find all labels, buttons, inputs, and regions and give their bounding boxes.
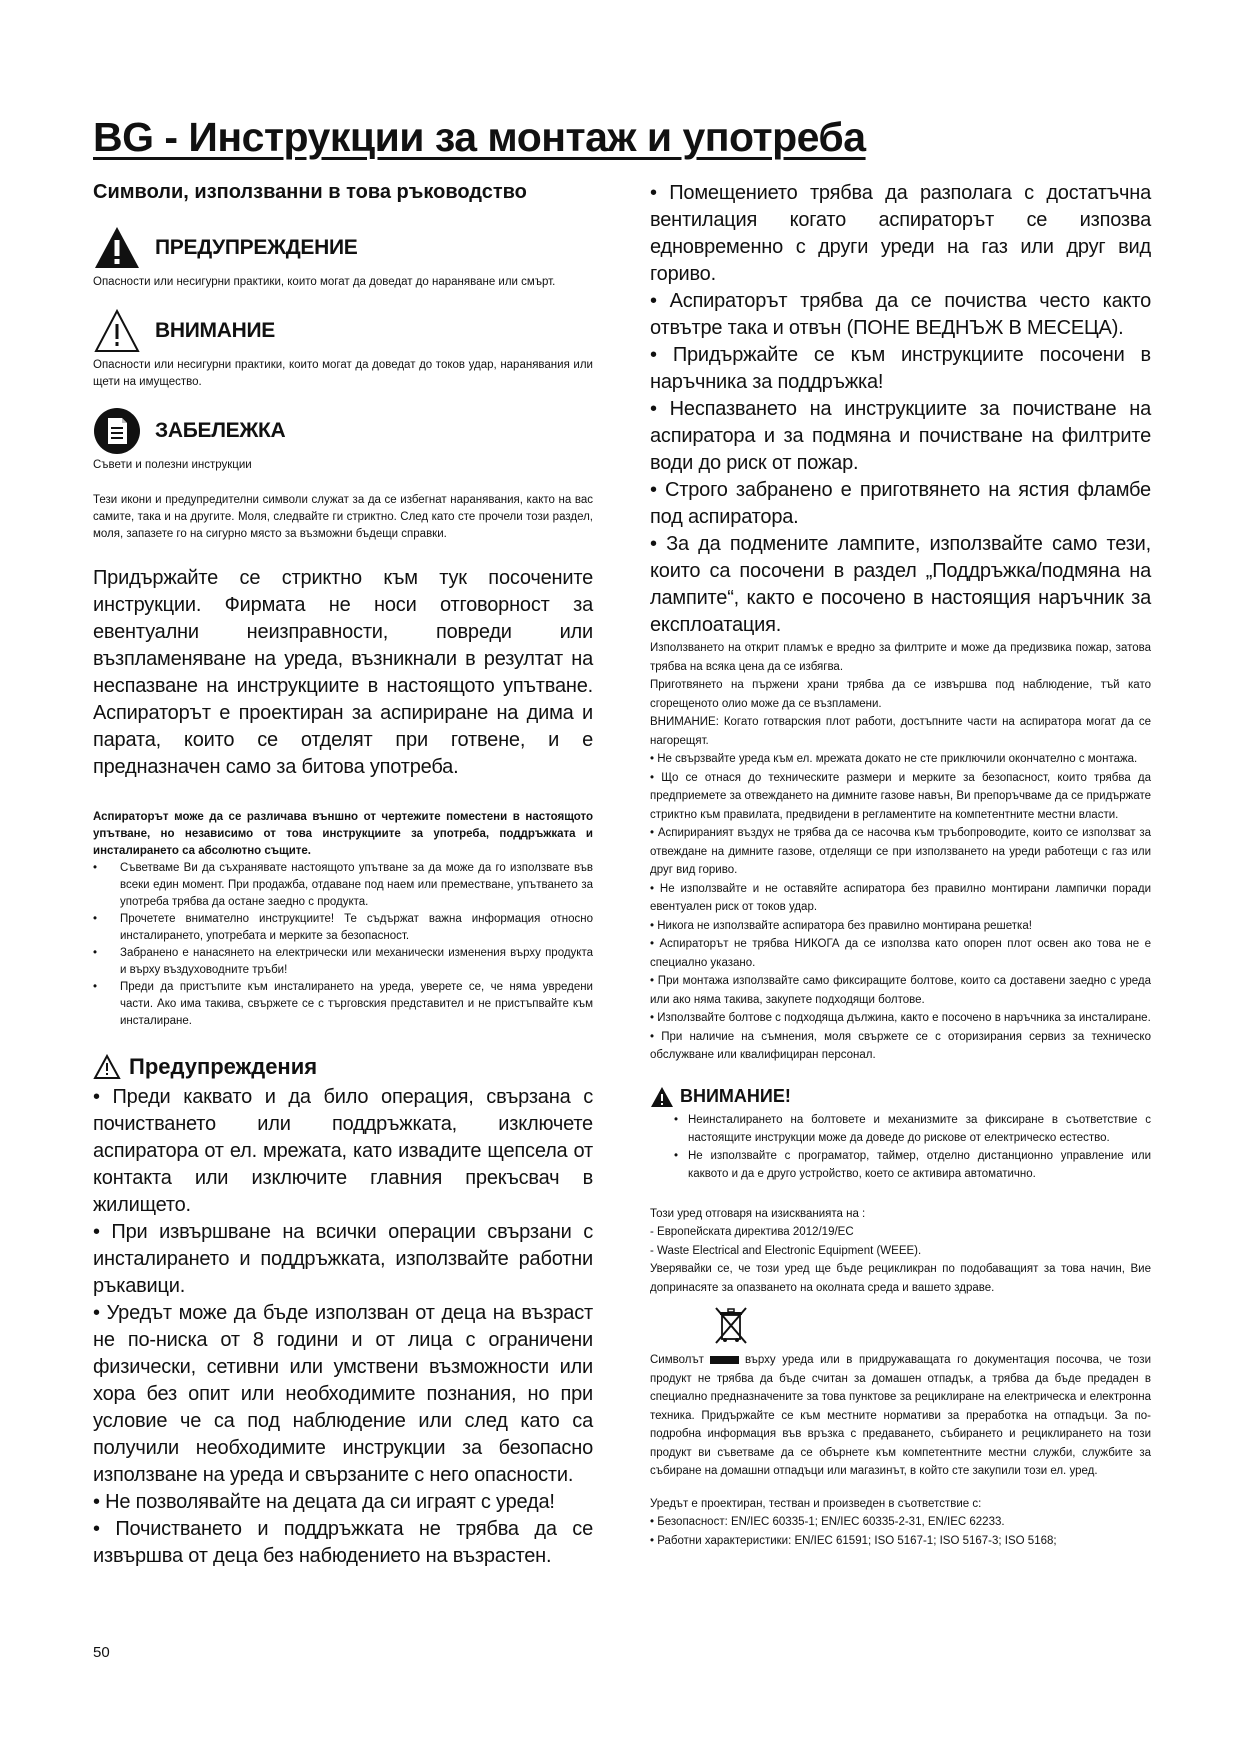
appearance-note: Аспираторът може да се различава външно от чертежите поместени в настоящото упътване, но независимо от това инструкциите за употреба, поддръжката и инсталирането са абсолютно същите. — [93, 811, 593, 857]
right-warning-item: • За да подмените лампите, използвайте само тези, които са посочени в раздел „Поддръжка/подмяна на лампите“, както е посочено в настоящия наръчник за експлоатация. — [650, 533, 1151, 636]
note-label: ЗАБЕЛЕЖКА — [155, 419, 286, 442]
warning-description: Опасности или несигурни практики, които могат да доведат до нараняване или смърт. — [93, 276, 556, 288]
standards-intro: Уредът е проектиран, тестван и произведен в съответствие с: — [650, 1497, 982, 1510]
safety-note: • Използвайте болтове с подходяща дължина, както е посочено в наръчника за инсталиране. — [650, 1012, 1151, 1024]
warning-triangle-outline-icon — [93, 1054, 121, 1080]
list-item: • Преди да пристъпите към инсталирането на уреда, уверете се, че няма увредени части. Ако има такива, свържете се с търговския представител и не пристъпвайте към инсталиране. — [93, 981, 593, 1027]
list-item: • Забранено е нанасянето на електрически или механически изменения върху продукта и върху въздуховодните тръби! — [93, 947, 593, 976]
warnings-title: Предупреждения — [129, 1054, 318, 1079]
warning-triangle-outline-icon — [93, 307, 141, 355]
warning-label: ПРЕДУПРЕЖДЕНИЕ — [155, 236, 358, 259]
symbols-explanation: Тези икони и предупредителни символи служат за да се избегнат наранявания, както на вас самите, така и на другите. Моля, следвайте ги стриктно. След като сте прочели този раздел, моля, запазете го на сигурно място за възможни бъдещи справки. — [93, 494, 593, 540]
compliance-line: Този уред отговаря на изискванията на : — [650, 1207, 866, 1220]
list-item: • Прочетете внимателно инструкциите! Те съдържат важна информация относно инсталирането, употребата и мерките за безопасност. — [93, 913, 593, 942]
safety-note: • Аспираторът не трябва НИКОГА да се използва като опорен плот освен ако това не е специално указано. — [650, 938, 1151, 969]
standard-line: • Безопасност: EN/IEC 60335-1; EN/IEC 60335-2-31, EN/IEC 62233. — [650, 1516, 1005, 1528]
crossed-out-bin-icon — [713, 1305, 749, 1345]
symbol-text: върху уреда или в придружаващата го документация посочва, че този продукт не трябва да бъде считан за домашен отпадък, а трябва да бъде предаден в специално предназначените за това пунктове за рециклиране на електрическа и електронна техника. Придържайте се към местните нормативи за преработка на отпадъци. За по-подробна информация във връзка с предаването, събирането и рециклирането на този продукт ви съветваме да се обърнете към компетентните местни служби, службите за събиране на домашни отпадъци или магазинът, в който сте закупили този ел. уред. — [650, 1354, 1151, 1477]
caution-symbol-block — [93, 305, 593, 391]
safety-note: • При монтажа използвайте само фиксиращите болтове, които са доставени заедно с уреда или ако няма такива, закупете подходящи болтове. — [650, 975, 1151, 1006]
caution-label: ВНИМАНИЕ — [155, 319, 275, 342]
note-description: Съвети и полезни инструкции — [93, 459, 252, 471]
warning-item: • Не позволявайте на децата да си играят с уреда! — [93, 1491, 555, 1513]
right-warning-item: • Помещението трябва да разполага с достатъчна вентилация когато аспираторът се изпозва едновременно с други уреди на газ или друг вид гориво. — [650, 182, 1151, 285]
warning-item: • Преди каквато и да било операция, свързана с почистването или поддръжката, изключете аспиратора от ел. мрежата, като извадите щепсела от контакта или изключите главния прекъсвач в жилището. — [93, 1086, 593, 1216]
right-warning-item: • Аспираторът трябва да се почиства често както отвътре така и отвън (ПОНЕ ВЕДНЪЖ В МЕСЕЦА). — [650, 290, 1151, 339]
compliance-line: - Waste Electrical and Electronic Equipment (WEEE). — [650, 1244, 922, 1257]
list-item: • Неинсталирането на болтовете и механизмите за фиксиране в съответствие с настоящите инструкции може да доведе до рискове от електрическо естество. — [674, 1113, 1151, 1144]
right-warning-item: • Придържайте се към инструкциите посочени в наръчника за поддръжка! — [650, 344, 1151, 393]
note-symbol-block — [93, 405, 593, 474]
safety-note: • Що се отнася до техническите размери и мерките за безопасност, които трябва да предприемете за отвеждането на димните газове навън, Ви препоръчваме да се придържате стриктно към правилата, предвидени в регламентите на компетентните местни власти. — [650, 771, 1151, 821]
standard-line: • Работни характеристики: EN/IEC 61591; ISO 5167-1; ISO 5167-3; ISO 5168; — [650, 1534, 1057, 1547]
safety-note: • Никога не използвайте аспиратора без правилно монтирана решетка! — [650, 919, 1032, 932]
safety-note: • При наличие на съмнения, моля свържете се с оторизирания сервиз за техническо обслужване или квалифициран персонал. — [650, 1030, 1151, 1061]
symbols-section-title: Символи, използванни в това ръководство — [93, 181, 527, 203]
safety-note: • Аспирираният въздух не трябва да се насочва към тръбопроводите, които се използват за отвеждане на димните газове, отделящи се при използването на уреди работещи с газ или друг вид гориво. — [650, 827, 1151, 876]
list-item: • Не използвайте с програматор, таймер, отделно дистанционно управление или каквото и да е друго устройство, което се активира автоматично. — [674, 1149, 1151, 1180]
safety-note: • Не свързвайте уреда към ел. мрежата докато не сте приключили окончателно с монтажа. — [650, 753, 1138, 765]
symbol-explanation — [650, 1351, 1151, 1481]
note-document-icon — [93, 407, 141, 455]
caution-description: Опасности или несигурни практики, които могат да доведат до токов удар, наранявания или щети на имущество. — [93, 359, 593, 388]
compliance-block — [650, 1205, 1151, 1551]
intro-paragraph: Придържайте се стриктно към тук посочените инструкции. Фирмата не носи отговорност за евентуални неизправности, повреди или възпламеняване на уреда, възникнали в резултат на неспазване на инструкциите в настоящото упътване. Аспираторът е проектиран за аспириране на дима и парата, които се отделят при готвене, и е предназначен само за битова употреба. — [93, 567, 593, 778]
safety-note: Приготвянето на пържени храни трябва да се извършва под наблюдение, тъй като сгорещеното олио може да се възпламени. — [650, 679, 1151, 710]
right-warning-item: • Строго забранено е приготвянето на ястия фламбе под аспиратора. — [650, 479, 1151, 528]
warning-triangle-filled-icon — [650, 1086, 674, 1108]
recycle-text: Уверявайки се, че този уред ще бъде рецикликран по подобаващият за това начин, Вие допринасяте за опазването на околната среда и вашето здраве. — [650, 1263, 1151, 1294]
symbol-prefix: Символът — [650, 1354, 704, 1366]
right-column — [650, 180, 1151, 1550]
warning-item: • Уредът може да бъде използван от деца на възраст не по-ниска от 8 години и от лица с ограничени физически, сетивни или умствени възможности или хора без опит или необходимите познания, но при условие че са под наблюдение или след като са получили необходимите инструкции за безопасно използване на уреда и свързаните с него опасности. — [93, 1302, 593, 1486]
right-warning-item: • Неспазването на инструкциите за почистване на аспиратора и за подмяна и почистване на филтрите води до риск от пожар. — [650, 398, 1151, 474]
attention-title: ВНИМАНИЕ! — [680, 1086, 791, 1106]
warnings-heading — [93, 1050, 593, 1084]
warning-symbol-block — [93, 222, 593, 291]
safety-note: Използването на открит пламък е вредно за филтрите и може да предизвика пожар, затова трябва на всяка цена да се избягва. — [650, 642, 1151, 673]
warning-item: • При извършване на всички операции свързани с инсталирането и поддръжката, използвайте работни ръкавици. — [93, 1221, 593, 1297]
compliance-line: - Европейската директива 2012/19/ЕС — [650, 1226, 854, 1238]
warning-triangle-filled-icon — [93, 224, 141, 272]
safety-note: ВНИМАНИЕ: Когато готварския плот работи, достъпните части на аспиратора могат да се нагорещят. — [650, 716, 1151, 747]
page-title: BG - Инструкции за монтаж и употреба — [93, 114, 866, 160]
attention-list — [650, 1111, 1151, 1183]
black-bar-symbol — [710, 1356, 739, 1364]
safety-note: • Не използвайте и не оставяйте аспиратора без правилно монтирани лампички поради евентуален риск от токов удар. — [650, 882, 1151, 913]
attention-heading — [650, 1083, 1151, 1111]
list-item: • Съветваме Ви да съхранявате настоящото упътване за да може да го използвате във всеки един момент. При продажба, отдаване под наем или преместване, упътването за употреба трябва да остане заедно с продукта. — [93, 862, 593, 908]
advice-list — [93, 860, 593, 1030]
warning-item: • Почистването и поддръжката не трябва да се извършва от деца без набюдението на възрастен. — [93, 1518, 593, 1567]
page-number: 50 — [93, 1644, 110, 1661]
left-column — [93, 180, 593, 1570]
